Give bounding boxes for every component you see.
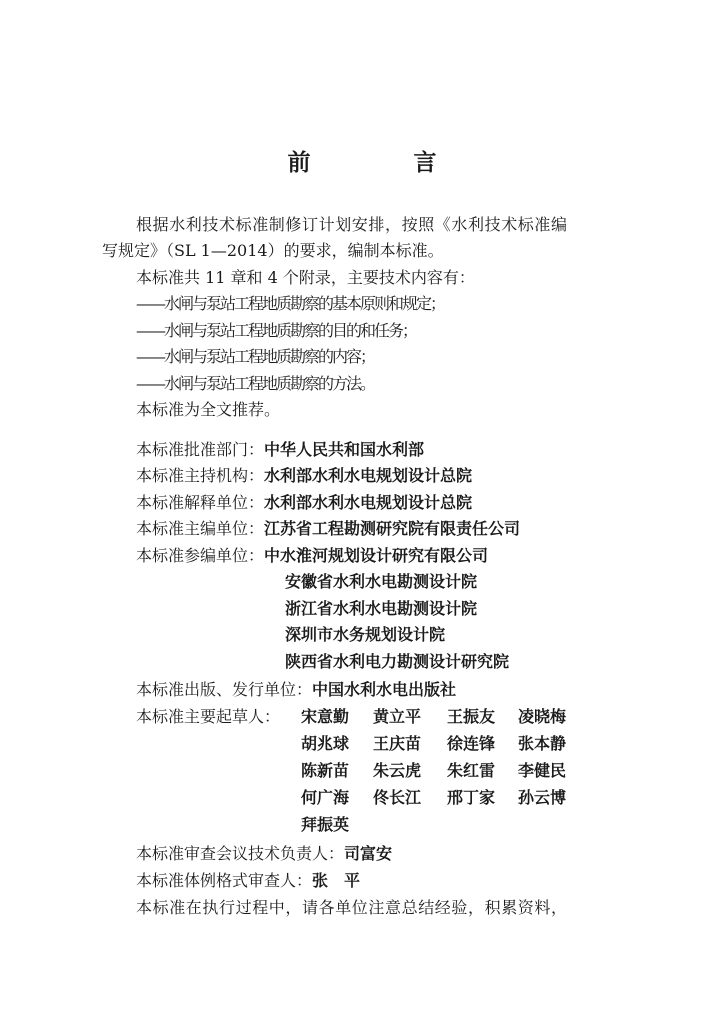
host-value: 水利部水利水电规划设计总院 <box>264 466 473 485</box>
drafter-name: 邢丁家 <box>447 788 496 807</box>
drafter-name: 朱红雷 <box>447 761 496 780</box>
approver-value: 中华人民共和国水利部 <box>264 440 425 459</box>
participant-unit: 陕西省水利电力勘测设计研究院 <box>285 652 510 671</box>
participant-unit: 浙江省水利水电勘测设计院 <box>285 599 478 618</box>
page-title: 前 言 <box>287 150 477 176</box>
reviewer-value: 司富安 <box>344 844 393 863</box>
participant-unit: 中水淮河规划设计研究有限公司 <box>264 546 489 565</box>
drafter-name: 黄立平 <box>373 707 422 726</box>
drafter-name: 王振友 <box>447 707 496 726</box>
drafter-name: 胡兆球 <box>301 734 350 753</box>
format-reviewer-row <box>136 871 360 891</box>
participant-unit: 深圳市水务规划设计院 <box>285 625 446 644</box>
format-reviewer-value: 张 平 <box>312 871 361 890</box>
summary-heading: 本标准共 11 章和 4 个附录，主要技术内容有： <box>136 268 475 287</box>
drafter-name: 朱云虎 <box>373 761 422 780</box>
drafter-name: 拜振英 <box>301 815 350 834</box>
interpreter-label: 本标准解释单位： <box>136 493 265 512</box>
publisher-row <box>136 680 456 700</box>
reviewer-row <box>136 844 392 864</box>
participants-row <box>136 546 488 566</box>
summary-item: ——水闸与泵站工程地质勘察的基本原则和规定； <box>136 294 445 313</box>
drafter-name: 李健民 <box>518 761 567 780</box>
drafter-name: 凌晓梅 <box>518 707 567 726</box>
summary-item: ——水闸与泵站工程地质勘察的内容； <box>136 347 375 366</box>
chief-editor-label: 本标准主编单位： <box>136 519 265 538</box>
intro-line-2: 写规定》（SL 1—2014）的要求，编制本标准。 <box>102 241 444 260</box>
drafter-name: 张本静 <box>518 734 567 753</box>
drafter-name: 孙云博 <box>518 788 567 807</box>
summary-item: ——水闸与泵站工程地质勘察的方法。 <box>136 374 375 393</box>
drafter-name: 何广海 <box>301 788 350 807</box>
drafter-name: 徐连锋 <box>447 734 496 753</box>
format-reviewer-label: 本标准体例格式审查人： <box>136 871 313 890</box>
participant-unit: 安徽省水利水电勘测设计院 <box>285 572 478 591</box>
participants-label: 本标准参编单位： <box>136 546 265 565</box>
drafter-name: 陈新苗 <box>301 761 350 780</box>
drafters-label: 本标准主要起草人： <box>136 707 281 726</box>
chief-editor-row <box>136 519 520 539</box>
interpreter-row <box>136 493 472 513</box>
approver-label: 本标准批准部门： <box>136 440 265 459</box>
closing-line: 本标准在执行过程中，请各单位注意总结经验，积累资料， <box>136 898 568 917</box>
drafter-name: 王庆苗 <box>373 734 422 753</box>
host-label: 本标准主持机构： <box>136 466 265 485</box>
interpreter-value: 水利部水利水电规划设计总院 <box>264 493 473 512</box>
drafter-name: 宋意勤 <box>301 707 350 726</box>
recommendation-text: 本标准为全文推荐。 <box>136 400 281 419</box>
host-row <box>136 466 472 486</box>
reviewer-label: 本标准审查会议技术负责人： <box>136 844 345 863</box>
publisher-label: 本标准出版、发行单位： <box>136 680 313 699</box>
summary-item: ——水闸与泵站工程地质勘察的目的和任务； <box>136 321 417 340</box>
chief-editor-value: 江苏省工程勘测研究院有限责任公司 <box>264 519 521 538</box>
drafter-name: 佟长江 <box>373 788 422 807</box>
intro-line-1: 根据水利技术标准制修订计划安排，按照《水利技术标准编 <box>136 215 568 234</box>
publisher-value: 中国水利水电出版社 <box>312 680 457 699</box>
approver-row <box>136 440 424 460</box>
